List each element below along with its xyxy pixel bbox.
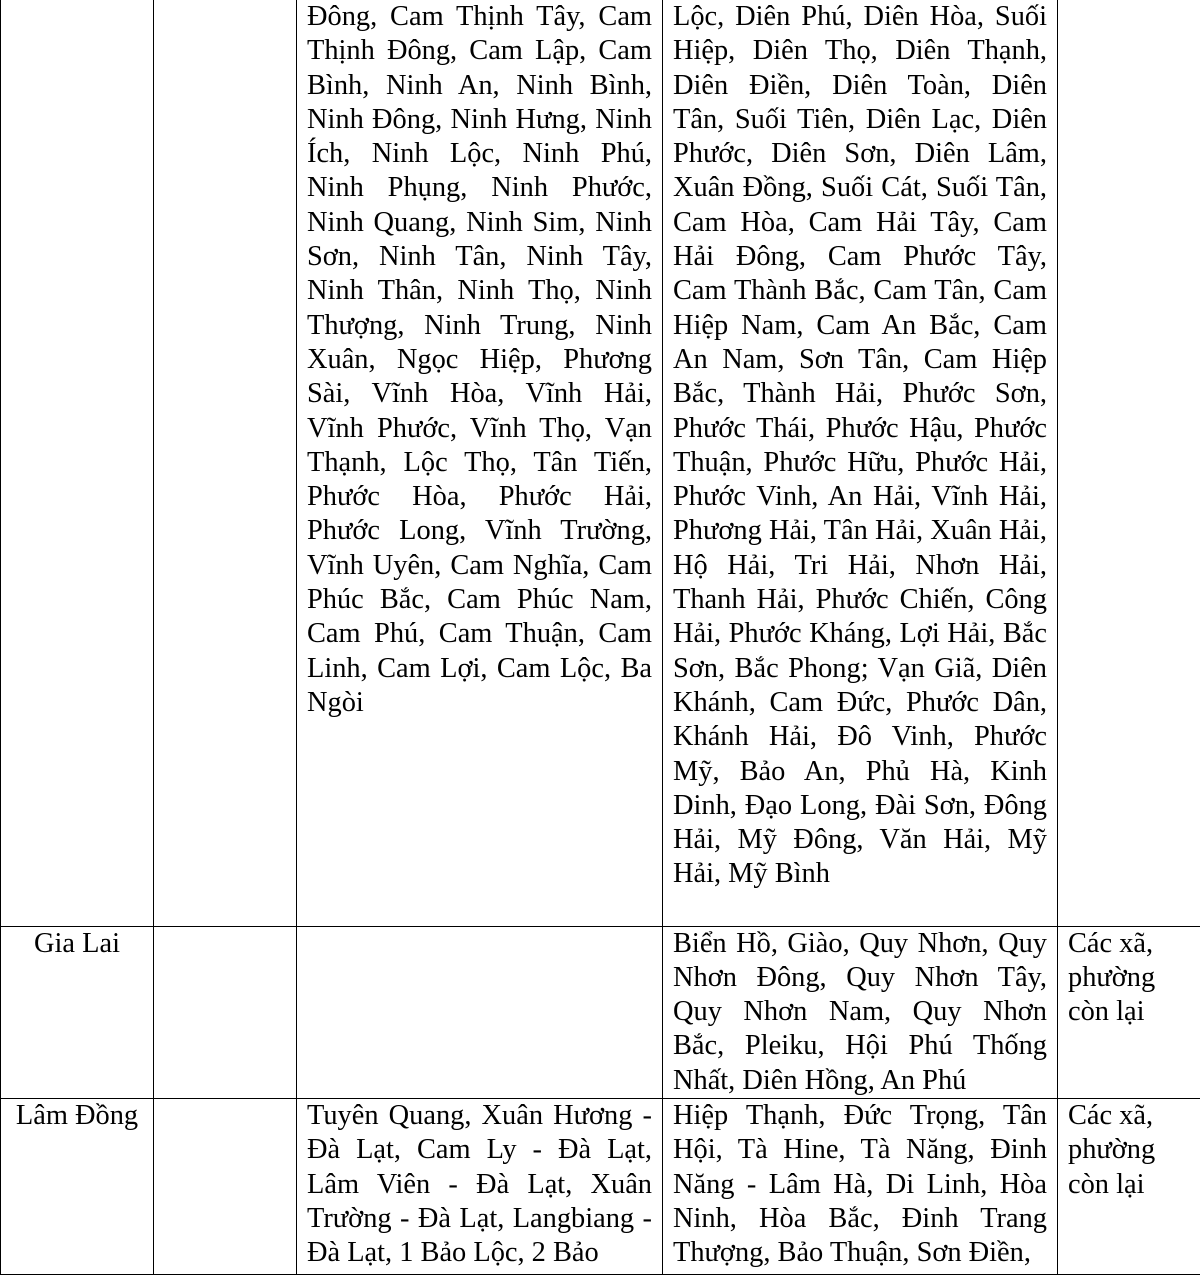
col3-cell: [297, 926, 663, 1098]
province-cell: Lâm Đồng: [1, 1098, 154, 1274]
col5-cell: Các xã, phường còn lại: [1058, 1098, 1200, 1274]
table-row: [1, 0, 1200, 926]
table-row: [1, 1098, 1200, 1274]
col5-cell: [1058, 0, 1200, 926]
col5-cell: Các xã, phường còn lại: [1058, 926, 1200, 1098]
province-cell: [1, 0, 154, 926]
province-cell: Gia Lai: [1, 926, 154, 1098]
col4-cell: Lộc, Diên Phú, Diên Hòa, Suối Hiệp, Diên Thọ, Diên Thạnh, Diên Điền, Diên Toàn, Diên Tân, Suối Tiên, Diên Lạc, Diên Phước, Diên Sơn, Diên Lâm, Xuân Đồng, Suối Cát, Suối Tân, Cam Hòa, Cam Hải Tây, Cam Hải Đông, Cam Phước Tây, Cam Thành Bắc, Cam Tân, Cam Hiệp Nam, Cam An Bắc, Cam An Nam, Sơn Tân, Cam Hiệp Bắc, Thành Hải, Phước Sơn, Phước Thái, Phước Hậu, Phước Thuận, Phước Hữu, Phước Hải, Phước Vinh, An Hải, Vĩnh Hải, Phương Hải, Tân Hải, Xuân Hải, Hộ Hải, Tri Hải, Nhơn Hải, Thanh Hải, Phước Chiến, Công Hải, Phước Kháng, Lợi Hải, Bắc Sơn, Bắc Phong; Vạn Giã, Diên Khánh, Cam Đức, Phước Dân, Khánh Hải, Đô Vinh, Phước Mỹ, Bảo An, Phủ Hà, Kinh Dinh, Đạo Long, Đài Sơn, Đông Hải, Mỹ Đông, Văn Hải, Mỹ Hải, Mỹ Bình: [663, 0, 1058, 926]
col4-cell: Hiệp Thạnh, Đức Trọng, Tân Hội, Tà Hine, Tà Năng, Đinh Năng - Lâm Hà, Di Linh, Hòa Ninh, Hòa Bắc, Đinh Trang Thượng, Bảo Thuận, Sơn Điền,: [663, 1098, 1058, 1274]
table-row: [1, 926, 1200, 1098]
col3-cell: Tuyên Quang, Xuân Hương - Đà Lạt, Cam Ly - Đà Lạt, Lâm Viên - Đà Lạt, Xuân Trường - Đà Lạt, Langbiang - Đà Lạt, 1 Bảo Lộc, 2 Bảo: [297, 1098, 663, 1274]
col2-cell: [154, 926, 297, 1098]
col3-cell: Đông, Cam Thịnh Tây, Cam Thịnh Đông, Cam Lập, Cam Bình, Ninh An, Ninh Bình, Ninh Đông, Ninh Hưng, Ninh Ích, Ninh Lộc, Ninh Phú, Ninh Phụng, Ninh Phước, Ninh Quang, Ninh Sim, Ninh Sơn, Ninh Tân, Ninh Tây, Ninh Thân, Ninh Thọ, Ninh Thượng, Ninh Trung, Ninh Xuân, Ngọc Hiệp, Phương Sài, Vĩnh Hòa, Vĩnh Hải, Vĩnh Phước, Vĩnh Thọ, Vạn Thạnh, Lộc Thọ, Tân Tiến, Phước Hòa, Phước Hải, Phước Long, Vĩnh Trường, Vĩnh Uyên, Cam Nghĩa, Cam Phúc Bắc, Cam Phúc Nam, Cam Phú, Cam Thuận, Cam Linh, Cam Lợi, Cam Lộc, Ba Ngòi: [297, 0, 663, 926]
col2-cell: [154, 0, 297, 926]
col4-cell: Biển Hồ, Giào, Quy Nhơn, Quy Nhơn Đông, Quy Nhơn Tây, Quy Nhơn Nam, Quy Nhơn Bắc, Pleiku, Hội Phú Thống Nhất, Diên Hồng, An Phú: [663, 926, 1058, 1098]
col2-cell: [154, 1098, 297, 1274]
